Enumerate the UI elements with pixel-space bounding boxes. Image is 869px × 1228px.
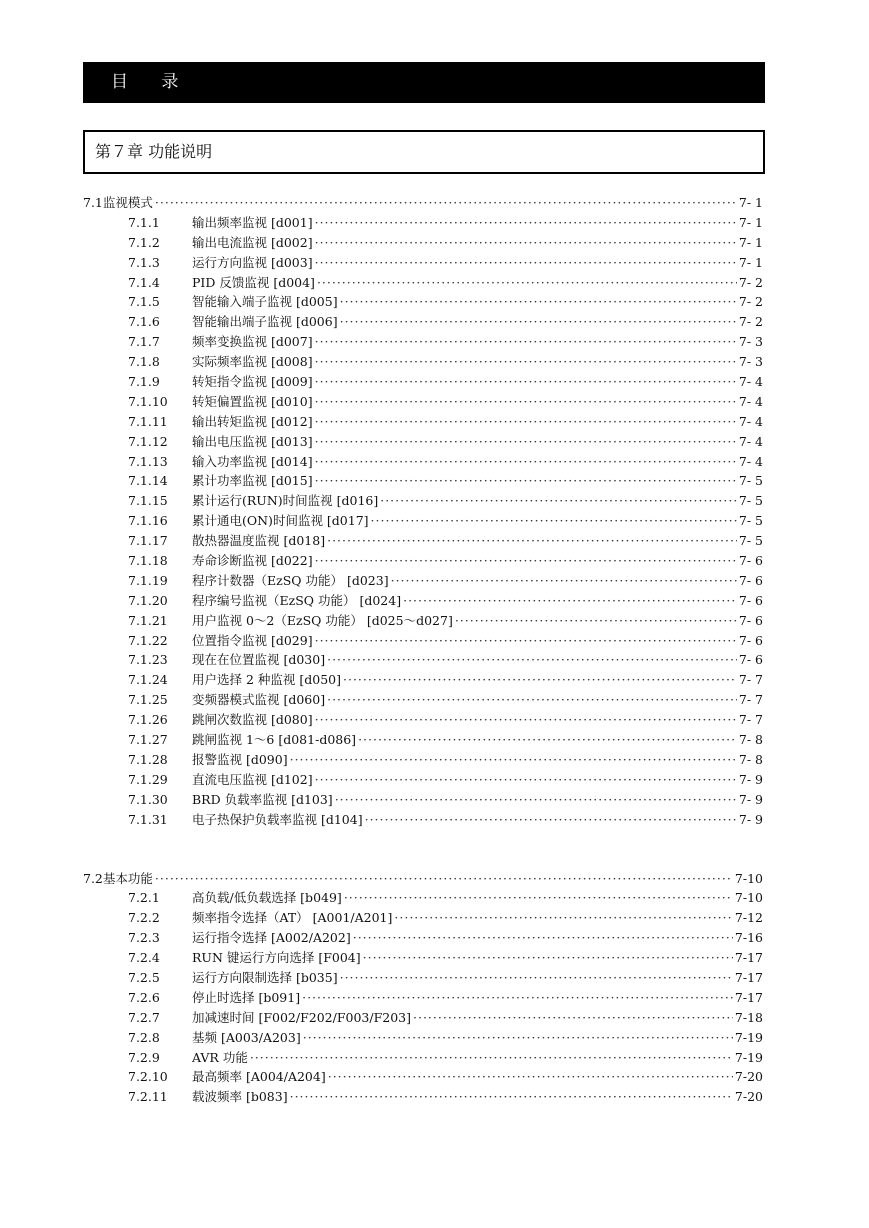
entry-title: 运行指令选择 [A002/A202]	[192, 930, 351, 946]
entry-title: 输入功率监视 [d014]	[192, 453, 313, 469]
toc-subsection-entry[interactable]	[83, 750, 763, 770]
entry-number: 7.1.11	[128, 413, 168, 429]
dot-leader	[391, 573, 737, 588]
entry-page-number: 7- 9	[738, 791, 763, 807]
entry-number: 7.1.6	[128, 314, 160, 330]
entry-page-number: 7- 7	[738, 692, 763, 708]
toc-subsection-entry[interactable]	[83, 432, 763, 452]
entry-title: 输出电压监视 [d013]	[192, 433, 313, 449]
entry-title: 寿命诊断监视 [d022]	[192, 553, 313, 569]
entry-number: 7.2.11	[128, 1089, 168, 1105]
entry-page-number: 7-17	[734, 950, 763, 966]
toc-subsection-entry[interactable]	[83, 253, 763, 273]
entry-title: 监视模式	[102, 195, 153, 210]
dot-leader	[315, 414, 737, 429]
toc-subsection-entry[interactable]	[83, 571, 763, 591]
dot-leader	[455, 613, 737, 628]
entry-title: 程序编号监视（EzSQ 功能） [d024]	[192, 592, 402, 608]
entry-number: 7.1.20	[128, 592, 168, 608]
dot-leader	[315, 255, 737, 270]
entry-number: 7.2	[83, 870, 103, 886]
toc-subsection-entry[interactable]	[83, 471, 763, 491]
entry-title: 基本功能	[102, 870, 153, 886]
entry-number: 7.1.10	[128, 393, 168, 409]
dot-leader	[315, 235, 737, 250]
toc-subsection-entry[interactable]	[83, 531, 763, 551]
entry-title: 现在在位置监视 [d030]	[192, 652, 326, 668]
entry-title: 程序计数器（EzSQ 功能） [d023]	[192, 572, 389, 588]
entry-page-number: 7-16	[734, 930, 763, 946]
dot-leader	[315, 553, 737, 568]
entry-number: 7.2.9	[128, 1049, 160, 1065]
entry-number: 7.1.3	[128, 254, 160, 270]
dot-leader	[302, 990, 733, 1005]
entry-number: 7.1.9	[128, 374, 160, 390]
entry-title: 频率指令选择（AT） [A001/A201]	[192, 910, 393, 926]
entry-number: 7.1.29	[128, 771, 168, 787]
entry-title: 跳闸次数监视 [d080]	[192, 712, 313, 728]
dot-leader	[315, 712, 737, 727]
toc-subsection-entry[interactable]	[83, 1087, 763, 1107]
toc-subsection-entry[interactable]	[83, 928, 763, 948]
entry-page-number: 7- 2	[738, 274, 763, 290]
entry-title: 载波频率 [b083]	[192, 1089, 288, 1105]
toc-subsection-entry[interactable]	[83, 332, 763, 352]
dot-leader	[317, 275, 737, 290]
entry-page-number: 7-10	[734, 890, 763, 906]
entry-number: 7.1.17	[128, 533, 168, 549]
toc-header-title: 目 录	[111, 72, 193, 92]
entry-page-number: 7-12	[734, 910, 763, 926]
entry-title: 停止时选择 [b091]	[192, 989, 301, 1005]
toc-subsection-entry[interactable]	[83, 372, 763, 392]
dot-leader	[155, 871, 733, 886]
entry-number: 7.1.21	[128, 612, 168, 628]
toc-subsection-entry[interactable]	[83, 790, 763, 810]
entry-page-number: 7- 2	[738, 294, 763, 310]
dot-leader	[315, 434, 737, 449]
entry-title: 直流电压监视 [d102]	[192, 771, 313, 787]
entry-page-number: 7- 6	[738, 553, 763, 569]
entry-title: 运行方向监视 [d003]	[192, 254, 313, 270]
entry-number: 7.2.6	[128, 989, 160, 1005]
entry-page-number: 7-18	[734, 1009, 763, 1025]
entry-page-number: 7-17	[734, 989, 763, 1005]
dot-leader	[290, 752, 737, 767]
entry-number: 7.1.22	[128, 632, 168, 648]
entry-number: 7.2.7	[128, 1009, 160, 1025]
dot-leader	[340, 314, 737, 329]
entry-number: 7.1.19	[128, 572, 168, 588]
entry-number: 7.1.15	[128, 493, 168, 509]
entry-title: 频率变换监视 [d007]	[192, 334, 313, 350]
dot-leader	[315, 473, 737, 488]
toc-subsection-entry[interactable]	[83, 352, 763, 372]
entry-page-number: 7- 3	[738, 334, 763, 350]
dot-leader	[315, 215, 737, 230]
entry-title: 电子热保护负载率监视 [d104]	[192, 811, 363, 827]
dot-leader	[315, 334, 737, 349]
dot-leader	[363, 950, 733, 965]
toc-subsection-entry[interactable]	[83, 650, 763, 670]
dot-leader	[303, 1030, 733, 1045]
entry-number: 7.1.2	[128, 234, 160, 250]
entry-page-number: 7- 5	[738, 473, 763, 489]
section-gap	[83, 830, 763, 869]
toc-subsection-entry[interactable]	[83, 491, 763, 511]
toc-subsection-entry[interactable]	[83, 511, 763, 531]
toc-section-entry[interactable]	[83, 193, 763, 213]
table-of-contents	[83, 193, 763, 1107]
entry-number: 7.1.23	[128, 652, 168, 668]
dot-leader	[371, 513, 737, 528]
toc-subsection-entry[interactable]	[83, 292, 763, 312]
toc-subsection-entry[interactable]	[83, 452, 763, 472]
entry-page-number: 7- 8	[738, 751, 763, 767]
entry-number: 7.1.12	[128, 433, 168, 449]
entry-title: 输出转矩监视 [d012]	[192, 413, 313, 429]
entry-title: 累计功率监视 [d015]	[192, 473, 313, 489]
chapter-title-box	[83, 130, 765, 174]
entry-page-number: 7- 1	[738, 195, 763, 210]
toc-subsection-entry[interactable]	[83, 1008, 763, 1028]
dot-leader	[340, 294, 737, 309]
entry-title: BRD 负载率监视 [d103]	[192, 791, 333, 807]
entry-page-number: 7- 4	[738, 374, 763, 390]
entry-title: PID 反馈监视 [d004]	[192, 274, 315, 290]
dot-leader	[315, 394, 737, 409]
dot-leader	[353, 930, 733, 945]
entry-page-number: 7- 1	[738, 214, 763, 230]
entry-page-number: 7- 7	[738, 712, 763, 728]
entry-number: 7.2.1	[128, 890, 160, 906]
entry-number: 7.2.2	[128, 910, 160, 926]
entry-title: 最高频率 [A004/A204]	[192, 1069, 326, 1085]
dot-leader	[315, 772, 737, 787]
entry-title: 基频 [A003/A203]	[192, 1029, 301, 1045]
toc-subsection-entry[interactable]	[83, 1028, 763, 1048]
toc-subsection-entry[interactable]	[83, 551, 763, 571]
entry-title: 加减速时间 [F002/F202/F003/F203]	[192, 1009, 411, 1025]
dot-leader	[250, 1050, 733, 1065]
entry-title: 报警监视 [d090]	[192, 751, 288, 767]
dot-leader	[394, 910, 733, 925]
toc-subsection-entry[interactable]	[83, 690, 763, 710]
entry-number: 7.1	[83, 195, 103, 210]
entry-page-number: 7- 9	[738, 771, 763, 787]
toc-subsection-entry[interactable]	[83, 611, 763, 631]
toc-subsection-entry[interactable]	[83, 1048, 763, 1068]
entry-number: 7.1.25	[128, 692, 168, 708]
entry-number: 7.2.8	[128, 1029, 160, 1045]
entry-number: 7.1.16	[128, 513, 168, 529]
dot-leader	[327, 652, 737, 667]
entry-number: 7.1.5	[128, 294, 160, 310]
entry-page-number: 7-20	[734, 1089, 763, 1105]
entry-title: 高负载/低负载选择 [b049]	[192, 890, 342, 906]
entry-page-number: 7- 3	[738, 354, 763, 370]
entry-number: 7.1.14	[128, 473, 168, 489]
toc-subsection-entry[interactable]	[83, 591, 763, 611]
toc-subsection-entry[interactable]	[83, 710, 763, 730]
toc-subsection-entry[interactable]	[83, 631, 763, 651]
toc-subsection-entry[interactable]	[83, 908, 763, 928]
entry-title: RUN 键运行方向选择 [F004]	[192, 950, 361, 966]
entry-number: 7.1.8	[128, 354, 160, 370]
entry-number: 7.1.30	[128, 791, 168, 807]
entry-page-number: 7- 6	[738, 612, 763, 628]
entry-page-number: 7-17	[734, 969, 763, 985]
dot-leader	[344, 890, 733, 905]
entry-number: 7.1.4	[128, 274, 160, 290]
entry-title: 跳闸监视 1～6 [d081-d086]	[192, 732, 357, 748]
entry-number: 7.1.27	[128, 732, 168, 748]
dot-leader	[315, 633, 737, 648]
entry-title: 累计运行(RUN)时间监视 [d016]	[192, 493, 379, 509]
entry-number: 7.2.10	[128, 1069, 168, 1085]
toc-subsection-entry[interactable]	[83, 412, 763, 432]
entry-page-number: 7- 2	[738, 314, 763, 330]
toc-section-entry[interactable]	[83, 869, 763, 889]
dot-leader	[358, 732, 737, 747]
entry-number: 7.2.4	[128, 950, 160, 966]
entry-page-number: 7- 8	[738, 732, 763, 748]
toc-subsection-entry[interactable]	[83, 213, 763, 233]
toc-subsection-entry[interactable]	[83, 810, 763, 830]
entry-number: 7.1.24	[128, 672, 168, 688]
toc-header-bar	[83, 62, 765, 103]
entry-number: 7.2.3	[128, 930, 160, 946]
chapter-title: 第７章 功能说明	[95, 142, 213, 161]
entry-page-number: 7- 4	[738, 453, 763, 469]
dot-leader	[290, 1089, 733, 1104]
entry-page-number: 7-10	[734, 870, 763, 886]
entry-number: 7.2.5	[128, 969, 160, 985]
toc-subsection-entry[interactable]	[83, 968, 763, 988]
entry-page-number: 7- 6	[738, 572, 763, 588]
toc-subsection-entry[interactable]	[83, 273, 763, 293]
entry-title: 用户监视 0～2（EzSQ 功能） [d025～d027]	[192, 612, 453, 628]
entry-page-number: 7- 5	[738, 533, 763, 549]
toc-subsection-entry[interactable]	[83, 730, 763, 750]
dot-leader	[315, 374, 737, 389]
dot-leader	[327, 533, 737, 548]
entry-page-number: 7- 4	[738, 433, 763, 449]
dot-leader	[380, 493, 737, 508]
entry-page-number: 7- 9	[738, 811, 763, 827]
entry-title: 转矩偏置监视 [d010]	[192, 393, 313, 409]
entry-title: AVR 功能	[192, 1049, 248, 1065]
entry-page-number: 7- 6	[738, 592, 763, 608]
entry-title: 散热器温度监视 [d018]	[192, 533, 326, 549]
entry-page-number: 7- 4	[738, 393, 763, 409]
entry-title: 用户选择 2 种监视 [d050]	[192, 672, 341, 688]
entry-page-number: 7- 6	[738, 652, 763, 668]
toc-subsection-entry[interactable]	[83, 948, 763, 968]
entry-title: 输出电流监视 [d002]	[192, 234, 313, 250]
entry-number: 7.1.26	[128, 712, 168, 728]
dot-leader	[327, 692, 737, 707]
entry-title: 智能输入端子监视 [d005]	[192, 294, 338, 310]
toc-subsection-entry[interactable]	[83, 392, 763, 412]
dot-leader	[343, 672, 737, 687]
dot-leader	[335, 792, 737, 807]
entry-page-number: 7- 1	[738, 234, 763, 250]
entry-title: 运行方向限制选择 [b035]	[192, 969, 338, 985]
entry-title: 智能输出端子监视 [d006]	[192, 314, 338, 330]
toc-subsection-entry[interactable]	[83, 770, 763, 790]
entry-title: 输出频率监视 [d001]	[192, 214, 313, 230]
entry-number: 7.1.28	[128, 751, 168, 767]
dot-leader	[413, 1010, 733, 1025]
entry-page-number: 7- 5	[738, 493, 763, 509]
toc-subsection-entry[interactable]	[83, 1067, 763, 1087]
toc-subsection-entry[interactable]	[83, 988, 763, 1008]
toc-subsection-entry[interactable]	[83, 312, 763, 332]
toc-subsection-entry[interactable]	[83, 888, 763, 908]
entry-title: 累计通电(ON)时间监视 [d017]	[192, 513, 369, 529]
dot-leader	[365, 812, 737, 827]
dot-leader	[315, 454, 737, 469]
entry-page-number: 7- 7	[738, 672, 763, 688]
dot-leader	[155, 195, 737, 210]
entry-page-number: 7- 5	[738, 513, 763, 529]
dot-leader	[403, 593, 737, 608]
entry-number: 7.1.18	[128, 553, 168, 569]
entry-page-number: 7-19	[734, 1049, 763, 1065]
entry-page-number: 7- 6	[738, 632, 763, 648]
entry-title: 位置指令监视 [d029]	[192, 632, 313, 648]
entry-number: 7.1.13	[128, 453, 168, 469]
toc-subsection-entry[interactable]	[83, 233, 763, 253]
entry-title: 转矩指令监视 [d009]	[192, 374, 313, 390]
entry-title: 变频器模式监视 [d060]	[192, 692, 326, 708]
entry-page-number: 7-19	[734, 1029, 763, 1045]
dot-leader	[315, 354, 737, 369]
entry-page-number: 7- 1	[738, 254, 763, 270]
dot-leader	[340, 970, 733, 985]
dot-leader	[328, 1069, 733, 1084]
entry-number: 7.1.1	[128, 214, 160, 230]
entry-number: 7.1.7	[128, 334, 160, 350]
entry-number: 7.1.31	[128, 811, 168, 827]
toc-subsection-entry[interactable]	[83, 670, 763, 690]
entry-page-number: 7- 4	[738, 413, 763, 429]
entry-title: 实际频率监视 [d008]	[192, 354, 313, 370]
entry-page-number: 7-20	[734, 1069, 763, 1085]
